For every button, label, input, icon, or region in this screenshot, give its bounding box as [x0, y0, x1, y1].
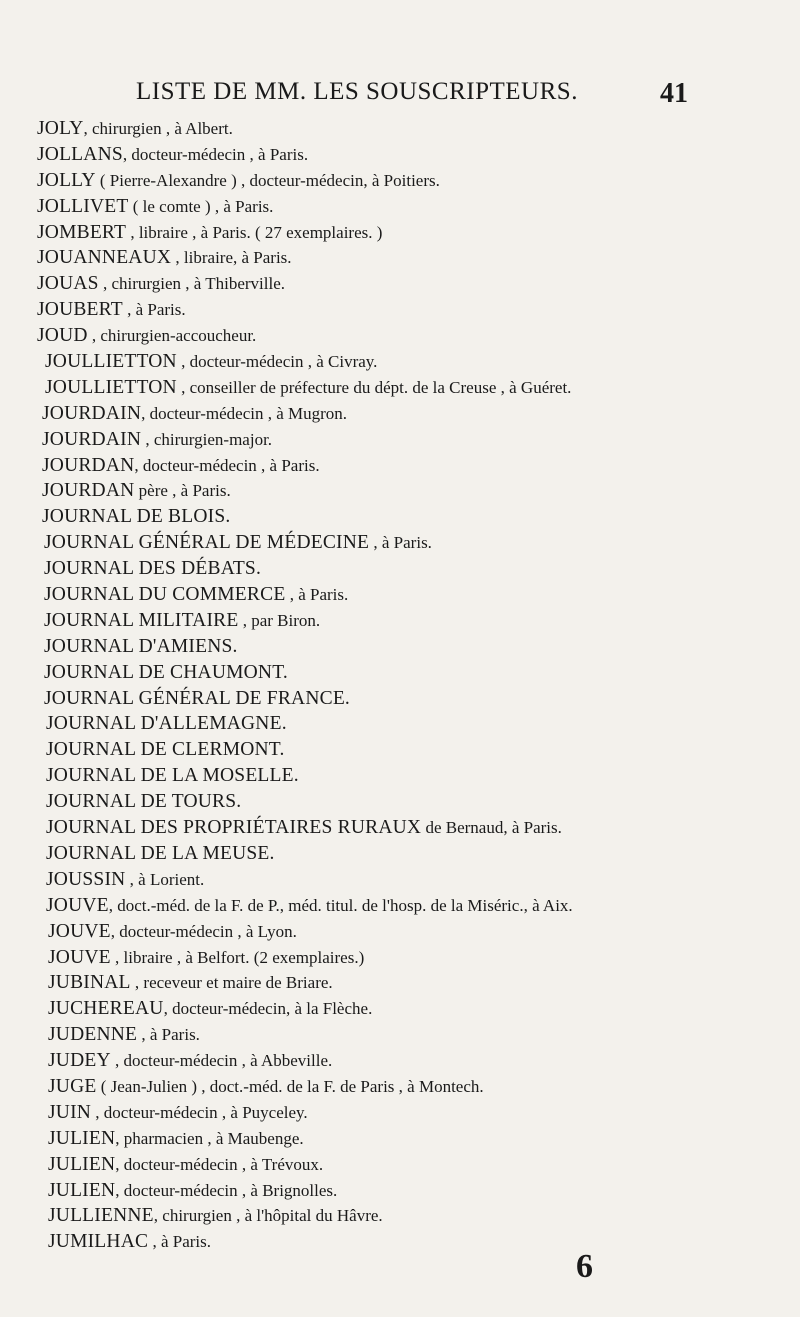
subscriber-detail: ( Pierre-Alexandre ) , docteur-médecin, à Poitiers. — [95, 170, 440, 190]
subscriber-detail: , à Lorient. — [125, 869, 205, 889]
subscriber-name: JOURNAL DU COMMERCE — [44, 584, 286, 606]
subscriber-detail: , libraire , à Paris. ( 27 exemplaires. ) — [126, 222, 383, 242]
page-title: LISTE DE MM. LES SOUSCRIPTEURS. — [136, 78, 578, 105]
subscriber-detail: , chirurgien-accoucheur. — [87, 326, 257, 346]
list-item — [0, 634, 800, 660]
subscriber-name: JUDEY — [48, 1050, 111, 1072]
subscriber-detail: , docteur-médecin , à Lyon. — [110, 921, 297, 941]
subscriber-detail: , chirurgien , à Albert. — [83, 119, 233, 138]
subscriber-detail: , chirurgien , à Thiberville. — [98, 274, 286, 294]
subscriber-detail: , à Paris. — [285, 585, 349, 605]
subscriber-name: JOLLIVET — [37, 195, 129, 217]
list-item — [0, 686, 800, 712]
subscriber-detail: , libraire, à Paris. — [171, 248, 292, 268]
list-item — [0, 893, 800, 919]
list-item — [0, 168, 800, 194]
subscriber-detail: , docteur-médecin , à Puyceley. — [91, 1102, 308, 1122]
subscriber-name: JOULLIETTON — [45, 351, 177, 373]
subscriber-name: JOURNAL DE TOURS. — [46, 791, 242, 813]
list-item — [0, 970, 800, 996]
subscriber-name: JULIEN — [48, 1179, 116, 1201]
subscriber-name: JOUSSIN — [46, 868, 126, 890]
subscriber-detail: , chirurgien-major. — [141, 429, 273, 449]
subscriber-name: JOMBERT — [37, 221, 127, 243]
subscriber-detail: , pharmacien , à Maubenge. — [115, 1128, 304, 1148]
list-item — [0, 1048, 800, 1074]
subscriber-name: JOURNAL DE CHAUMONT. — [44, 661, 288, 683]
list-item — [0, 1178, 800, 1204]
subscriber-detail: ( le comte ) , à Paris. — [128, 196, 274, 216]
list-item — [0, 1074, 800, 1100]
list-item — [0, 945, 800, 971]
subscriber-detail: , doct.-méd. de la F. de P., méd. titul. de l'hosp. de la Miséric., à Aix. — [108, 895, 573, 915]
subscriber-name: JOUVE — [48, 920, 111, 942]
list-item — [0, 1152, 800, 1178]
list-item — [0, 763, 800, 789]
list-item — [0, 297, 800, 323]
subscriber-name: JOURNAL DE BLOIS. — [42, 506, 231, 528]
subscriber-name: JOURDAN — [42, 480, 135, 502]
list-item — [0, 142, 800, 168]
subscriber-name: JULLIENNE — [48, 1205, 154, 1227]
subscriber-name: JOURDAIN — [42, 428, 142, 450]
subscriber-detail: , libraire , à Belfort. (2 exemplaires.) — [110, 947, 365, 967]
list-item — [0, 194, 800, 220]
subscriber-name: JULIEN — [48, 1153, 116, 1175]
subscriber-detail: , chirurgien , à l'hôpital du Hâvre. — [153, 1206, 383, 1226]
subscriber-name: JOULLIETTON — [45, 376, 177, 398]
subscriber-detail: , docteur-médecin, à la Flèche. — [163, 999, 373, 1019]
list-item — [0, 1100, 800, 1126]
subscriber-detail: , à Paris. — [137, 1025, 200, 1045]
subscriber-name: JUGE — [48, 1075, 97, 1097]
page-header — [0, 78, 800, 112]
list-item — [0, 996, 800, 1022]
subscriber-name: JUMILHAC — [48, 1231, 149, 1253]
list-item — [0, 245, 800, 271]
list-item — [0, 556, 800, 582]
list-item — [0, 375, 800, 401]
subscriber-detail: , docteur-médecin , à Civray. — [176, 352, 378, 372]
list-item — [0, 582, 800, 608]
subscriber-name: JOURDAN — [42, 454, 135, 476]
subscriber-name: JUBINAL — [48, 972, 131, 994]
subscriber-name: JUDENNE — [48, 1024, 138, 1046]
subscriber-name: JOUBERT — [37, 299, 123, 321]
list-item — [0, 1126, 800, 1152]
subscriber-name: JOURNAL GÉNÉRAL DE FRANCE. — [44, 687, 351, 709]
list-item — [0, 1229, 800, 1255]
subscriber-detail: , docteur-médecin , à Trévoux. — [115, 1154, 324, 1174]
list-item — [0, 220, 800, 246]
subscriber-name: JOUD — [37, 325, 88, 347]
list-item — [0, 1022, 800, 1048]
signature-mark: 6 — [576, 1248, 593, 1285]
list-item — [0, 478, 800, 504]
subscriber-detail: ( Jean-Julien ) , doct.-méd. de la F. de Paris , à Montech. — [96, 1076, 484, 1096]
list-item — [0, 841, 800, 867]
subscriber-name: JOUAS — [37, 273, 99, 295]
subscriber-detail: père , à Paris. — [134, 481, 231, 501]
list-item — [0, 453, 800, 479]
subscriber-name: JOUVE — [48, 946, 111, 968]
list-item — [0, 919, 800, 945]
subscriber-name: JUIN — [48, 1101, 92, 1123]
subscriber-name: JOURNAL DE CLERMONT. — [46, 739, 285, 761]
list-item — [0, 427, 800, 453]
subscriber-name: JOURNAL D'ALLEMAGNE. — [46, 713, 287, 735]
subscriber-name: JOLLY — [37, 169, 96, 191]
list-item — [0, 815, 800, 841]
list-item — [0, 737, 800, 763]
subscriber-detail: , à Paris. — [369, 533, 432, 553]
list-item — [0, 504, 800, 530]
subscriber-detail: , docteur-médecin , à Paris. — [122, 144, 309, 164]
subscriber-name: JOURNAL DES PROPRIÉTAIRES RURAUX — [46, 817, 422, 839]
subscriber-name: JOLY — [37, 118, 84, 139]
list-item — [0, 789, 800, 815]
subscriber-name: JULIEN — [48, 1127, 116, 1149]
subscriber-list — [0, 116, 800, 1255]
list-item — [0, 1203, 800, 1229]
subscriber-detail: de Bernaud, à Paris. — [421, 818, 562, 838]
list-item — [0, 349, 800, 375]
subscriber-name: JUCHEREAU — [48, 998, 164, 1020]
subscriber-name: JOURNAL DE LA MEUSE. — [46, 842, 275, 864]
subscriber-detail: , docteur-médecin , à Mugron. — [141, 403, 348, 423]
subscriber-detail: , conseiller de préfecture du dépt. de la Creuse , à Guéret. — [176, 377, 572, 397]
list-item — [0, 530, 800, 556]
list-item — [0, 401, 800, 427]
list-item — [0, 711, 800, 737]
subscriber-detail: , docteur-médecin , à Brignolles. — [115, 1180, 338, 1200]
subscriber-name: JOURNAL MILITAIRE — [44, 609, 239, 631]
list-item — [0, 608, 800, 634]
list-item — [0, 116, 800, 142]
subscriber-detail: , docteur-médecin , à Paris. — [134, 455, 320, 475]
subscriber-detail: , à Paris. — [122, 300, 186, 320]
subscriber-name: JOLLANS — [37, 143, 123, 165]
list-item — [0, 660, 800, 686]
subscriber-detail: , à Paris. — [148, 1232, 211, 1252]
page-number: 41 — [660, 78, 688, 109]
list-item — [0, 867, 800, 893]
subscriber-detail: , par Biron. — [238, 610, 321, 630]
subscriber-name: JOUVE — [46, 894, 109, 916]
subscriber-name: JOURNAL DE LA MOSELLE. — [46, 765, 299, 787]
list-item — [0, 271, 800, 297]
subscriber-detail: , receveur et maire de Briare. — [130, 973, 333, 993]
subscriber-name: JOURDAIN — [42, 402, 142, 424]
list-item — [0, 323, 800, 349]
subscriber-name: JOURNAL DES DÉBATS. — [44, 558, 262, 580]
subscriber-detail: , docteur-médecin , à Abbeville. — [110, 1051, 333, 1071]
subscriber-name: JOURNAL D'AMIENS. — [44, 635, 238, 657]
subscriber-name: JOURNAL GÉNÉRAL DE MÉDECINE — [44, 532, 370, 554]
subscriber-name: JOUANNEAUX — [37, 247, 172, 269]
